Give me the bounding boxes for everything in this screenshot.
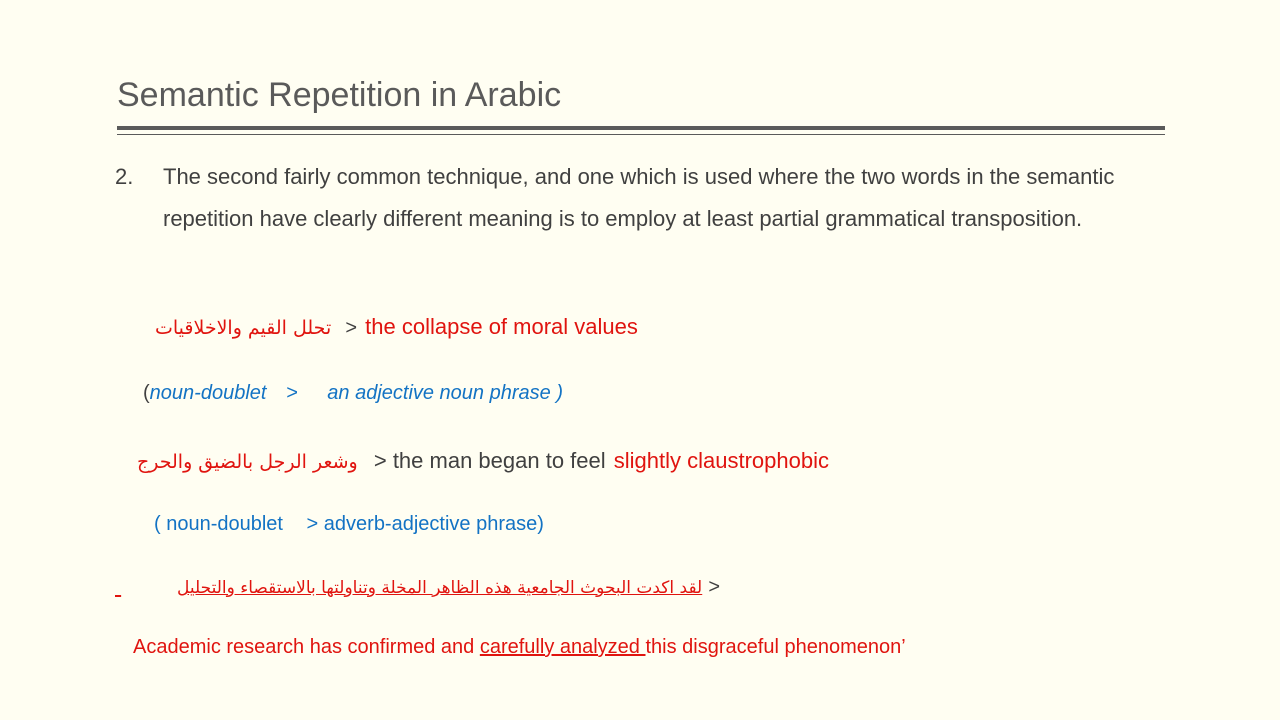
translation-3-after: this disgraceful phenomenon’: [645, 636, 906, 658]
note-1-right: an adjective noun phrase ): [327, 382, 563, 404]
example-3-arabic: لقد اكدت البحوث الجامعية هذه الظاهر المخلة وتناولتها بالاستقصاء والتحليل: [177, 578, 703, 598]
example-1: [155, 314, 638, 340]
example-2-arabic: وشعر الرجل بالضيق والحرج: [137, 451, 358, 473]
title-rule-thin: [117, 134, 1165, 135]
note-1-left: noun-doublet: [149, 382, 267, 404]
translation-3-before: Academic research has confirmed and: [133, 636, 475, 658]
example-1-arrow: >: [345, 317, 358, 339]
example-3-lead-underline: [115, 573, 177, 599]
bullet-point: [115, 156, 1175, 240]
example-3: [115, 573, 755, 599]
example-2-emphasis: slightly claustrophobic: [613, 448, 830, 473]
translation-3: [133, 636, 906, 659]
note-2-right: > adverb-adjective phrase): [306, 513, 544, 535]
note-1-open: (: [143, 382, 150, 404]
note-2: [154, 513, 544, 536]
example-2-arrow: > the man began to feel: [373, 448, 606, 473]
point-text: The second fairly common technique, and one which is used where the two words in the semantic repetition have clearly different meaning is to employ at least partial grammatical transposition.: [163, 164, 1115, 231]
note-1-arrow: >: [286, 382, 298, 404]
title-rule-thick: [117, 126, 1165, 130]
example-3-arrow: >: [708, 576, 721, 598]
translation-3-underlined: carefully analyzed: [479, 636, 646, 658]
point-number: 2.: [115, 164, 134, 189]
example-1-translation: the collapse of moral values: [365, 314, 638, 339]
note-2-left: ( noun-doublet: [154, 513, 283, 535]
example-1-arabic: تحلل القيم والاخلاقيات: [155, 317, 332, 339]
note-1: [143, 382, 563, 405]
slide-title: Semantic Repetition in Arabic: [117, 76, 562, 114]
example-2: [137, 448, 829, 474]
